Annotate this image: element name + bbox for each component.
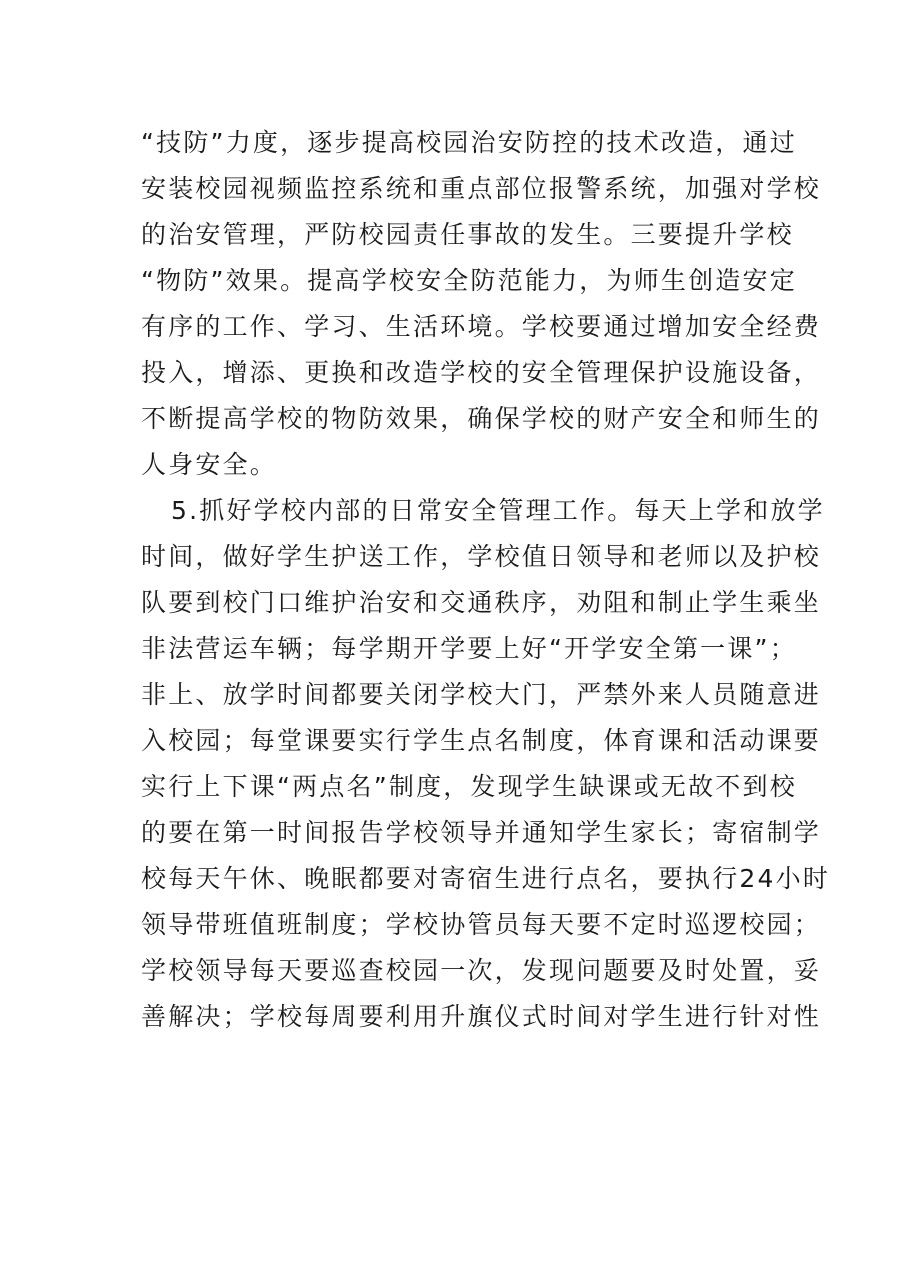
text-line: 非上、放学时间都要关闭学校大门，严禁外来人员随意进 [141, 680, 822, 709]
text-line: 学校领导每天要巡查校园一次，发现问题要及时处置，妥 [141, 956, 822, 985]
text-line: 领导带班值班制度；学校协管员每天要不定时巡逻校园； [141, 910, 822, 939]
paragraph-2 [141, 488, 831, 1040]
text-line: “技防”力度，逐步提高校园治安防控的技术改造，通过 [141, 128, 797, 157]
text-line: 不断提高学校的物防效果，确保学校的财产安全和师生的 [141, 404, 822, 433]
document-body [141, 120, 831, 1040]
text-line: 安装校园视频监控系统和重点部位报警系统，加强对学校 [141, 174, 822, 203]
text-line: 时间，做好学生护送工作，学校值日领导和老师以及护校 [141, 542, 822, 571]
text-line: 人身安全。 [141, 450, 278, 479]
text-line: 有序的工作、学习、生活环境。学校要通过增加安全经费 [141, 312, 822, 341]
text-line: 的要在第一时间报告学校领导并通知学生家长；寄宿制学 [141, 818, 822, 847]
paragraph-1 [141, 120, 822, 488]
text-line: 实行上下课“两点名”制度，发现学生缺课或无故不到校 [141, 772, 797, 801]
text-line: 的治安管理，严防校园责任事故的发生。三要提升学校 [141, 220, 794, 249]
text-line: “物防”效果。提高学校安全防范能力，为师生创造安定 [141, 266, 797, 295]
text-line: 非法营运车辆；每学期开学要上好“开学安全第一课”； [141, 634, 797, 663]
text-line: 校每天午休、晚眠都要对寄宿生进行点名，要执行24小时 [141, 864, 831, 893]
text-line: 投入，增添、更换和改造学校的安全管理保护设施设备， [141, 358, 822, 387]
text-line: 队要到校门口维护治安和交通秩序，劝阻和制止学生乘坐 [141, 588, 822, 617]
text-line: 5.抓好学校内部的日常安全管理工作。每天上学和放学 [171, 496, 825, 525]
text-line: 善解决；学校每周要利用升旗仪式时间对学生进行针对性 [141, 1002, 822, 1031]
text-line: 入校园；每堂课要实行学生点名制度，体育课和活动课要 [141, 726, 822, 755]
